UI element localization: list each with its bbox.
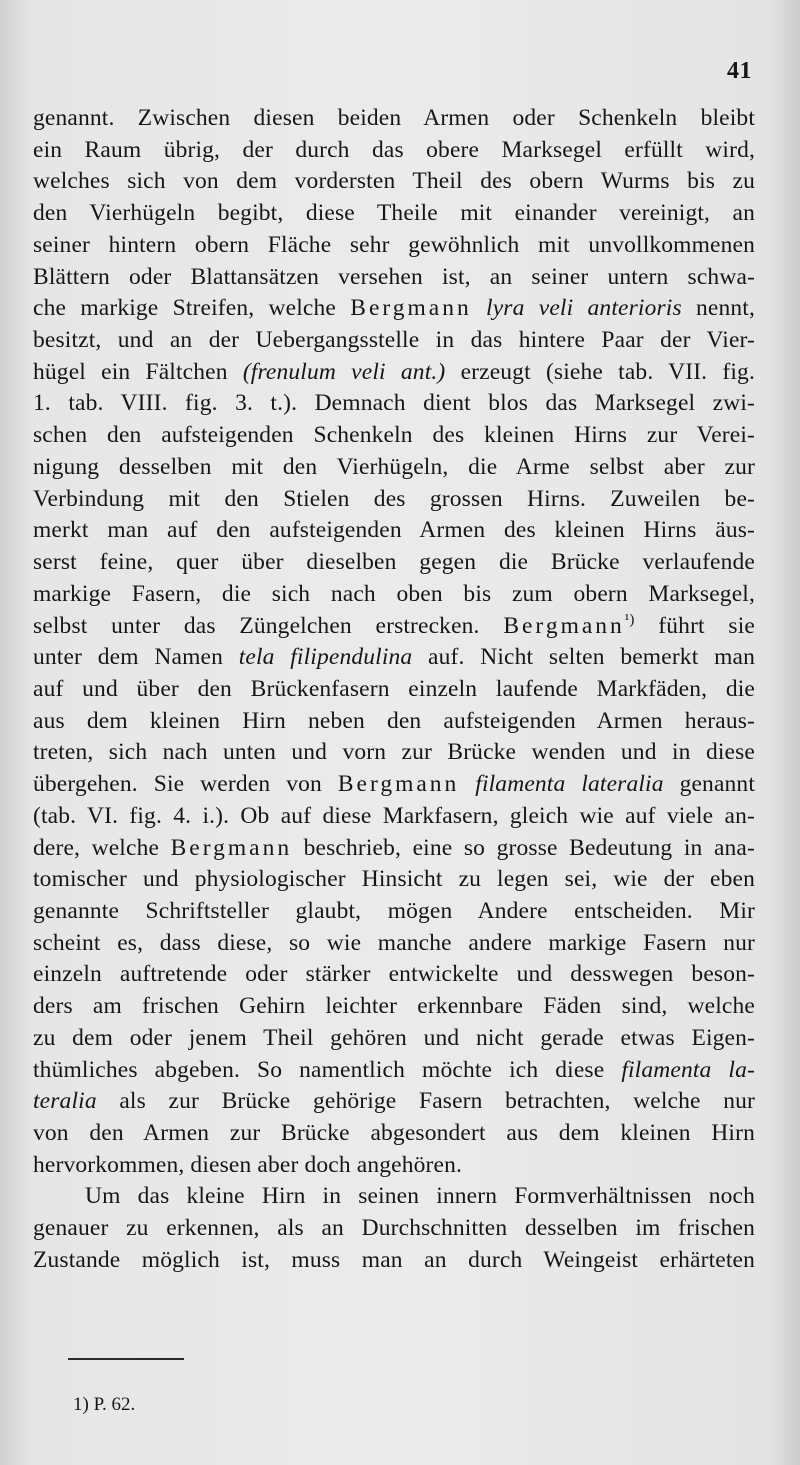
text-segment: zu dem oder jenem Theil gehören und nicht gerade etwas Eigen- [33,1024,755,1051]
text-segment: den Vierhügeln begibt, diese Theile mit einander vereinigt, an [33,200,755,227]
text-segment: unter dem Namen [33,644,239,671]
text-line [33,833,755,865]
text-segment: Um das kleine Hirn in seinen innern Formverhältnissen noch [85,1183,755,1210]
text-segment: ein Raum übrig, der durch das obere Marksegel erfüllt wird, [33,136,755,163]
text-segment: von den Armen zur Brücke abgesondert aus dem kleinen Hirn [33,1120,755,1146]
italic-term: lyra veli anterioris [486,295,682,322]
text-line [33,484,755,516]
text-segment: nigung desselben mit den Vierhügeln, die Arme selbst aber zur [33,453,755,480]
text-segment: nennt, [681,295,755,322]
text-segment: welches sich von dem vordersten Theil des obern Wurms bis zu [33,168,755,195]
text-segment: scheint es, dass diese, so wie manche andere markige Fasern nur [33,929,755,956]
text-segment [459,771,475,797]
footnote-rule [68,1358,184,1360]
text-segment: erzeugt (siehe tab. VII. fig. [445,358,755,385]
footnote-marker: ¹) [624,611,635,628]
text-line [33,579,755,611]
text-segment: schen den aufsteigenden Schenkeln des kleinen Hirns zur Verei- [33,422,755,449]
text-segment: als zur Brücke gehörige Fasern betrachten, welche nur [96,1088,755,1115]
text-line [33,1118,755,1150]
footnote: 1) P. 62. [73,1394,136,1415]
text-line [33,325,755,357]
text-line [33,959,755,991]
text-line [33,198,755,230]
text-segment: thümliches abgeben. So namentlich möchte ich diese [33,1056,622,1083]
italic-term: filamenta lateralia [475,771,664,798]
text-segment: che markige Streifen, welche [33,295,351,322]
text-line [33,515,755,547]
text-line [33,928,755,960]
text-line [33,674,755,706]
text-line [33,103,755,135]
author-name: Bergmann [170,834,293,861]
text-segment: selbst unter das Züngelchen erstrecken. [33,612,504,639]
italic-term: teralia [33,1088,97,1115]
text-segment: genannt [663,771,755,798]
text-segment: besitzt, und an der Uebergangsstelle in das hintere Paar der Vier- [33,327,755,354]
text-segment: dere, welche [33,834,171,861]
text-segment: markige Fasern, die sich nach oben bis zum obern Marksegel, [33,580,755,607]
text-line [33,166,755,198]
text-segment: ders am frischen Gehirn leichter erkennbare Fäden sind, welche [33,993,755,1020]
text-line [33,769,755,801]
text-segment: Zustande möglich ist, muss man an durch Weingeist erhärteten [33,1246,755,1273]
text-line [33,547,755,579]
text-line [33,388,755,420]
text-line [33,1150,755,1182]
text-segment: auf und über den Brückenfasern einzeln laufende Markfäden, die [33,675,755,702]
text-line [33,991,755,1023]
text-line [33,1023,755,1055]
author-name: Bergmann [350,295,472,322]
text-segment: tomischer und physiologischer Hinsicht zu legen sei, wie der eben [33,866,755,893]
text-segment: merkt man auf den aufsteigenden Armen des kleinen Hirns äus- [33,517,755,544]
text-segment: Verbindung mit den Stielen des grossen Hirns. Zuweilen be- [33,485,755,512]
text-line [33,611,755,643]
text-line [33,420,755,452]
text-line [33,1086,755,1118]
text-segment: aus dem kleinen Hirn neben den aufsteigenden Armen heraus- [33,707,755,734]
text-line [33,1245,755,1277]
text-line [33,737,755,769]
show-through-text [280,1322,780,1342]
text-line [33,706,755,738]
text-segment: Blättern oder Blattansätzen versehen ist, an seiner untern schwa- [33,263,755,290]
author-name: Bergmann [337,771,460,798]
text-segment: treten, sich nach unten und vorn zur Brücke wenden und in diese [33,739,755,766]
text-segment: führt sie [634,612,755,639]
text-line [33,642,755,674]
page-number: 41 [727,58,752,84]
text-segment: genannte Schriftsteller glaubt, mögen Andere entscheiden. Mir [33,897,755,924]
text-line [33,262,755,294]
text-line [33,1181,755,1213]
text-segment: hervorkommen, diesen aber doch angehören. [33,1151,462,1178]
text-line [33,293,755,325]
text-line [33,230,755,262]
text-segment: übergehen. Sie werden von [33,771,338,798]
text-segment: hügel ein Fältchen [33,358,243,385]
body-text [33,103,755,1277]
text-line [33,896,755,928]
text-line [33,864,755,896]
text-segment: einzeln auftretende oder stärker entwickelte und desswegen beson- [33,961,755,988]
text-line [33,357,755,389]
text-segment [472,295,486,321]
italic-term: (frenulum veli ant.) [242,358,446,385]
author-name: Bergmann [503,612,625,639]
text-segment: auf. Nicht selten bemerkt man [412,644,755,671]
text-segment: (tab. VI. fig. 4. i.). Ob auf diese Markfasern, gleich wie auf viele an- [33,802,755,829]
text-segment: genauer zu erkennen, als an Durchschnitten desselben im frischen [33,1215,755,1242]
text-line [33,135,755,167]
italic-term: filamenta la- [621,1056,755,1083]
text-segment: beschrieb, eine so grosse Bedeutung in ana- [292,834,755,861]
text-segment: serst feine, quer über dieselben gegen die Brücke verlaufende [33,549,755,576]
text-line [33,801,755,833]
italic-term: tela filipendulina [238,644,413,671]
text-line [33,1055,755,1087]
text-line [33,1213,755,1245]
text-segment: 1. tab. VIII. fig. 3. t.). Demnach dient blos das Marksegel zwi- [33,390,755,417]
text-segment: seiner hintern obern Fläche sehr gewöhnlich mit unvollkommenen [33,231,755,258]
text-segment: genannt. Zwischen diesen beiden Armen oder Schenkeln bleibt [33,105,755,131]
text-line [33,452,755,484]
